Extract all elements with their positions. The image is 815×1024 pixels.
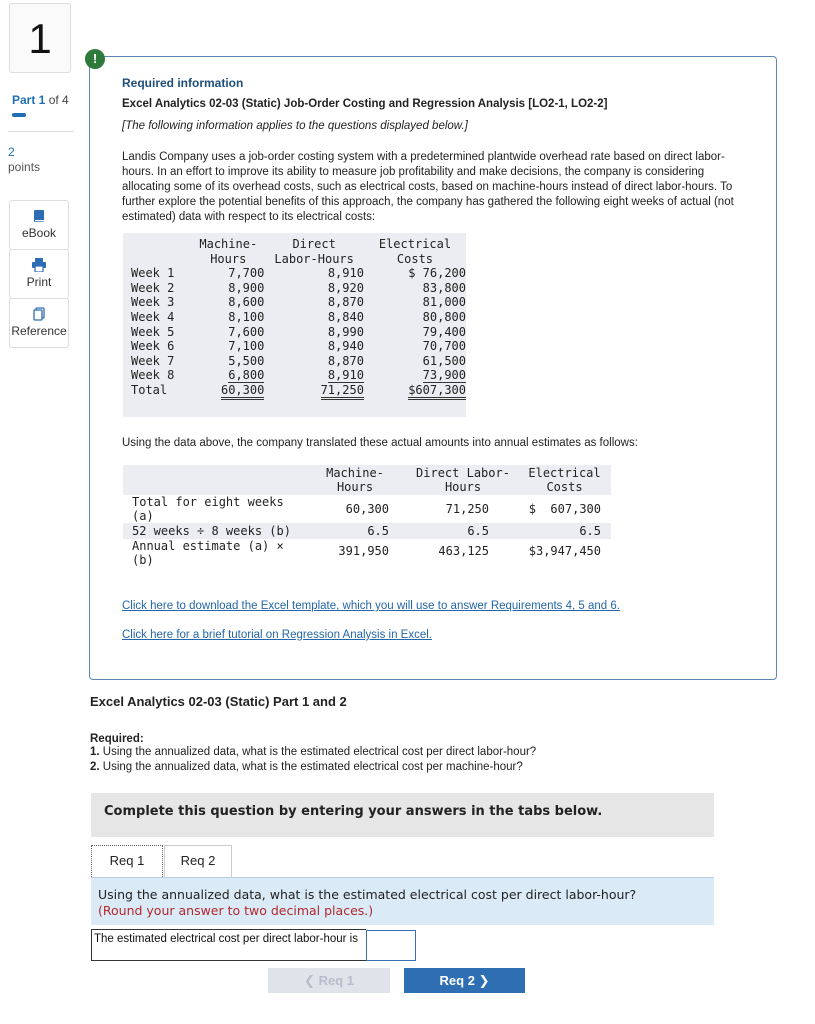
table-row: Total for eight weeks (a) 60,300 71,250 $ 607,300 (132, 495, 601, 523)
excel-template-link[interactable]: Click here to download the Excel template, which you will use to answer Requirements 4, 5 and 6. (122, 600, 620, 612)
col-header-labor-hours: Direct Labor- Hours (416, 466, 510, 494)
alert-icon: ! (85, 49, 105, 69)
part-indicator: Part 1 of 4 (12, 93, 69, 107)
document-icon (10, 307, 68, 321)
tab-req-1[interactable]: Req 1 (91, 845, 163, 877)
col-header-machine-hours: Machine- Hours (326, 466, 384, 494)
annual-estimates-table (123, 465, 611, 570)
chevron-left-icon: ❮ (304, 973, 315, 988)
part-progress-bar (12, 113, 26, 117)
points-label: points (8, 160, 41, 174)
problem-intro: Landis Company uses a job-order costing system with a predetermined plantwide overhead rate based on direct labor-hours. In an effort to improve its ability to measure job profitability and make decisions, the company is considering allocating some of its overhead costs, such as electrical costs, based on machine-hours instead of direct labor-hours. To further explore the potential benefits of this approach, the company has gathered the following eight weeks of actual (not estimated) data with respect to its electrical costs: (122, 151, 734, 223)
ebook-button[interactable] (9, 200, 69, 250)
table-row: Week 7 5,500 8,870 61,500 (131, 353, 466, 368)
weekly-data-table (123, 233, 466, 417)
annual-estimates-intro: Using the data above, the company translated these actual amounts into annual estimates as follows: (122, 437, 638, 449)
reference-label: Reference (11, 324, 67, 338)
question-prompt: Using the annualized data, what is the estimated electrical cost per direct labor-hour? (98, 887, 637, 902)
required-label: Required: (90, 733, 144, 745)
rounding-note: (Round your answer to two decimal places.) (98, 903, 374, 918)
printer-icon (10, 258, 68, 272)
total-row: Total 60,300 71,250 $607,300 (131, 383, 466, 398)
col-header-machine-hours: Machine- Hours (199, 237, 258, 266)
divider (8, 131, 74, 132)
table-row: Annual estimate (a) × (b) 391,950 463,125 $3,947,450 (132, 539, 601, 567)
table-row: Week 6 7,100 8,940 70,700 (131, 339, 466, 354)
table-row: Week 4 8,100 8,840 80,800 (131, 309, 466, 324)
previous-req-button[interactable]: ❮ Req 1 (268, 968, 390, 993)
required-info-heading: Required information (122, 76, 244, 90)
table-row: Week 2 8,900 8,920 83,800 (131, 280, 466, 295)
table-row: Week 5 7,600 8,990 79,400 (131, 324, 466, 339)
col-header-electrical-costs: Electrical Costs (378, 237, 452, 266)
table-row: Week 8 6,800 8,910 73,900 (131, 368, 466, 383)
print-label: Print (26, 275, 52, 289)
question-number: 1 (9, 3, 71, 73)
points-value: 2 (8, 145, 15, 159)
table-row: Week 1 7,700 8,910 $ 76,200 (131, 266, 466, 281)
tab-req-2[interactable]: Req 2 (164, 845, 232, 877)
chevron-right-icon: ❯ (478, 973, 490, 988)
answer-label: The estimated electrical cost per direct labor-hour is (91, 929, 366, 961)
book-icon (10, 209, 68, 223)
problem-title: Excel Analytics 02-03 (Static) Job-Order Costing and Regression Analysis [LO2-1, LO2-2] (122, 98, 608, 110)
question-prompt-panel (91, 877, 714, 925)
requirement-item: 2. Using the annualized data, what is the estimated electrical cost per machine-hour? (90, 761, 523, 773)
regression-tutorial-link[interactable]: Click here for a brief tutorial on Regression Analysis in Excel. (122, 629, 433, 641)
answer-input[interactable] (366, 930, 416, 961)
requirement-item: 1. Using the annualized data, what is the estimated electrical cost per direct labor-hour? (90, 746, 537, 758)
problem-subtitle: [The following information applies to the questions displayed below.] (122, 120, 468, 132)
instruction-banner: Complete this question by entering your answers in the tabs below. (91, 793, 714, 837)
ebook-label: eBook (21, 226, 57, 240)
next-req-button[interactable]: Req 2 ❯ (404, 968, 525, 993)
reference-button[interactable] (9, 298, 69, 348)
part-heading: Excel Analytics 02-03 (Static) Part 1 and 2 (90, 694, 347, 709)
table-row: Week 3 8,600 8,870 81,000 (131, 295, 466, 310)
table-row: 52 weeks ÷ 8 weeks (b) 6.5 6.5 6.5 (123, 523, 611, 539)
required-information-panel (89, 56, 777, 680)
col-header-labor-hours: Direct Labor-Hours (274, 237, 354, 266)
print-button[interactable] (9, 249, 69, 299)
col-header-electrical-costs: Electrical Costs (528, 466, 601, 494)
